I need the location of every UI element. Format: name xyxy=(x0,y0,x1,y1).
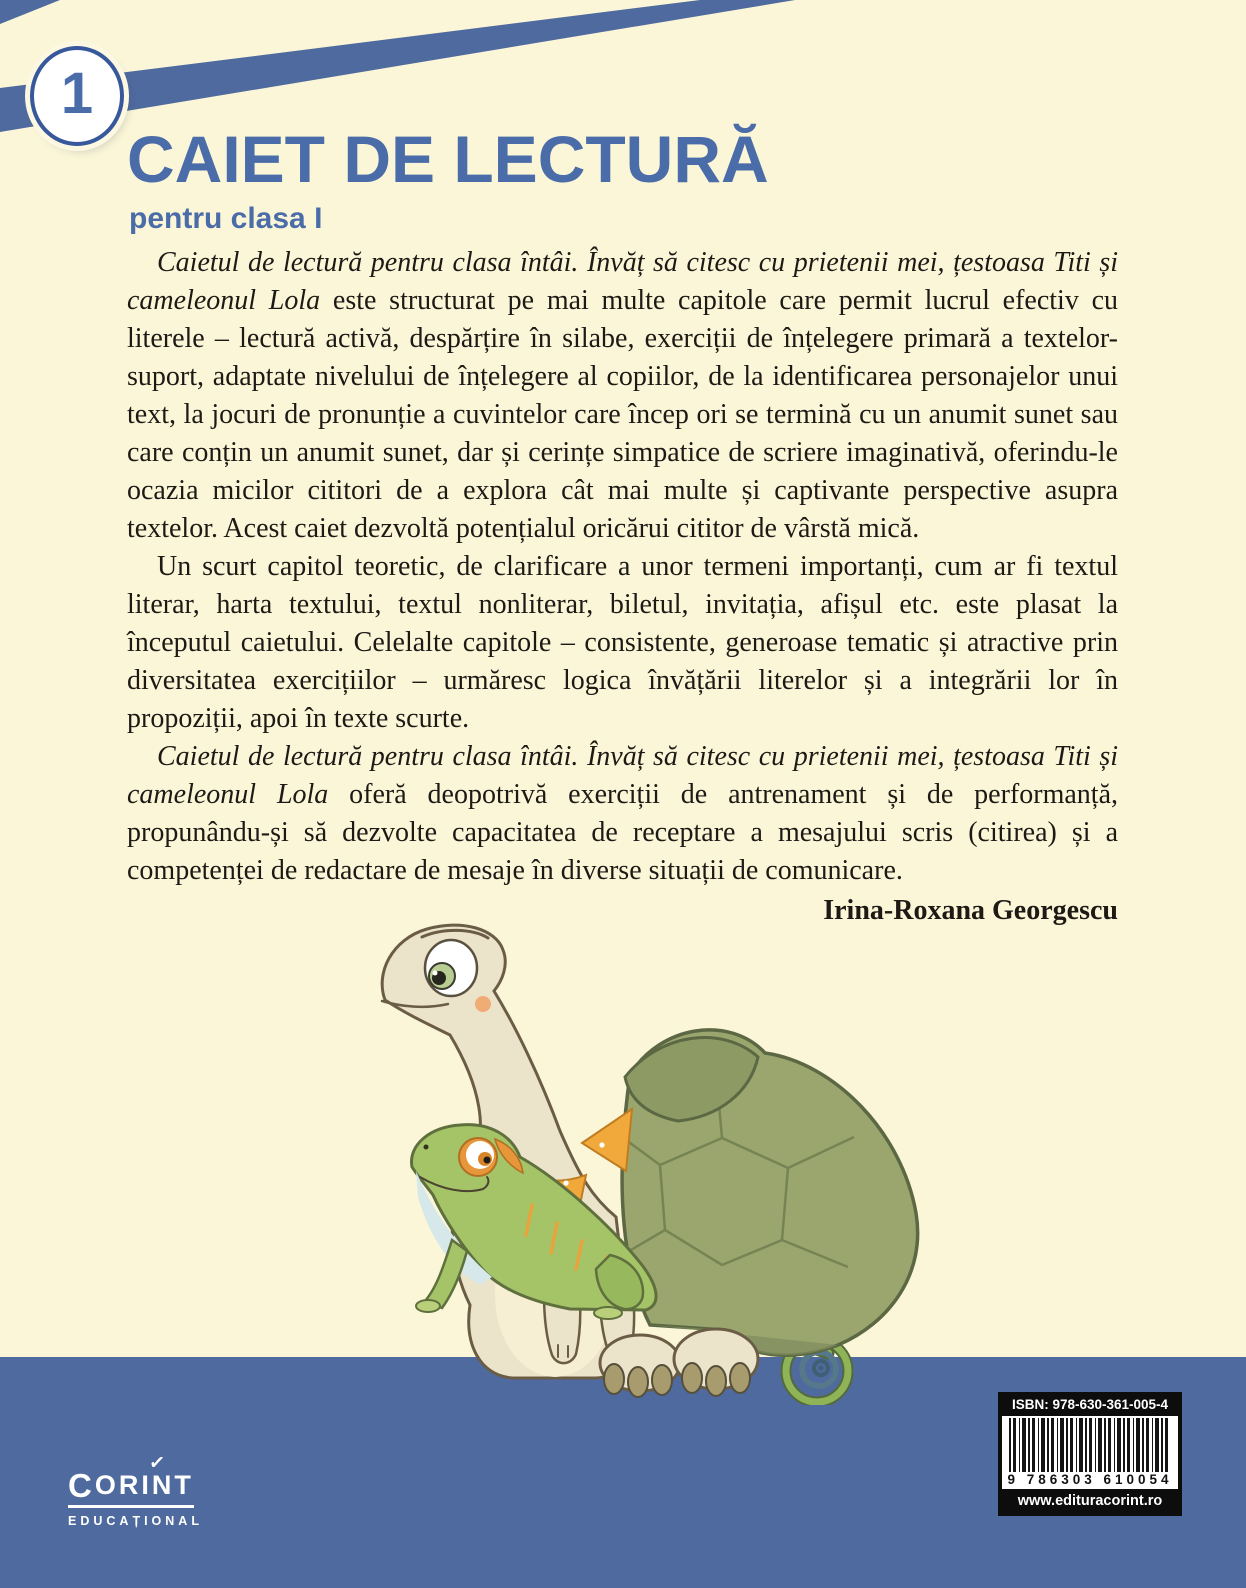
turtle-cheek xyxy=(475,996,491,1012)
turtle-shell xyxy=(619,1030,918,1355)
paragraph-1 xyxy=(127,244,1118,548)
publisher-name-rest: ORINT xyxy=(94,1470,194,1500)
publisher-logo xyxy=(68,1452,203,1528)
page-title: CAIET DE LECTURĂ xyxy=(127,122,769,196)
publisher-name xyxy=(68,1452,194,1508)
title-block xyxy=(127,122,769,236)
isbn-block xyxy=(998,1392,1182,1516)
checkmark-icon: ✓ xyxy=(147,1452,169,1475)
book-title-italic: Caietul de lectură pentru clasa întâi. Învăț să citesc cu prietenii mei, țestoasa Titi și cameleonul Lola xyxy=(127,247,1118,316)
publisher-website: www.edituracorint.ro xyxy=(1017,1493,1163,1509)
barcode-bars-icon xyxy=(1009,1418,1171,1472)
series-number: 1 xyxy=(60,61,94,126)
publisher-initial: C xyxy=(68,1467,95,1504)
paragraph-2-text: Un scurt capitol teoretic, de clarificare a unor termeni importanți, cum ar fi textul literar, harta textului, textul nonliterar, biletul, invitația, afișul etc. este plasat la începutul caietului. Celelalte capitole – consistente, generoase tematic și atractive prin diversitatea exercițiilor – urmăresc logica învățării literelor și a integrării lor în propoziții, apoi în texte scurte. xyxy=(127,551,1118,734)
publisher-tagline: EDUCAȚIONAL xyxy=(68,1514,203,1528)
author-name: Irina-Roxana Georgescu xyxy=(823,895,1118,926)
paragraph-1-text: este structurat pe mai multe capitole care permit lucrul efectiv cu literele – lectură activă, despărțire în silabe, exerciții de înțelegere primară a textelor-suport, adaptate nivelului de înțelegere al copiilor, de la identificarea personajelor unui text, la jocuri de pronunție a cuvintelor care încep ori se termină cu un anumit sunet sau care conțin un anumit sunet, dar și cerințe simpatice de scriere imaginativă, oferindu-le ocazia micilor cititori de a explora cât mai multe și captivante perspective asupra textelor. Acest caiet dezvoltă potențialul oricărui cititor de vârstă mică. xyxy=(127,285,1118,544)
series-number-badge xyxy=(30,46,124,146)
barcode xyxy=(1002,1416,1178,1472)
diagonal-ribbon-decoration xyxy=(0,0,1246,140)
book-title-italic: Caietul de lectură pentru clasa întâi. Învăț să citesc cu prietenii mei, țestoasa Titi și cameleonul Lola xyxy=(127,741,1118,810)
isbn-number: ISBN: 978-630-361-005-4 xyxy=(1011,1397,1169,1412)
paragraph-3-text: oferă deopotrivă exerciții de antrenament și de performanță, propunându-și să dezvolte capacitatea de receptare a mesajului scris (citirea) și a competenței de redactare de mesaje în diverse situații de comunicare. xyxy=(127,779,1118,886)
turtle-feet xyxy=(600,1329,758,1397)
paragraph-2 xyxy=(127,548,1118,738)
paragraph-3 xyxy=(127,738,1118,890)
page-subtitle: pentru clasa I xyxy=(129,202,323,235)
isbn-digits: 9 786303 610054 xyxy=(1002,1472,1178,1489)
turtle-and-chameleon-illustration xyxy=(330,905,950,1405)
description-text xyxy=(127,244,1118,930)
